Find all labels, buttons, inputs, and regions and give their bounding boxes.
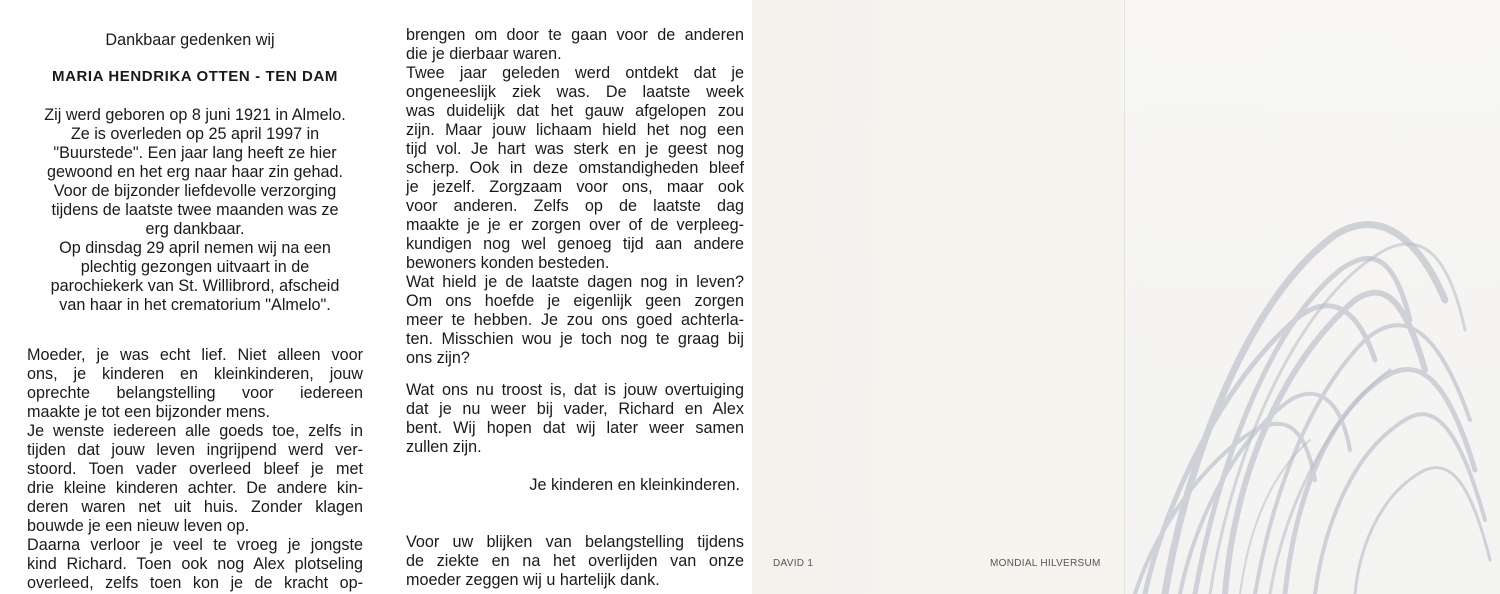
left-panel [0, 0, 380, 594]
tribute-line: maakte je tot een bijzonder mens. [27, 403, 270, 421]
bio-line: erg dankbaar. [145, 220, 245, 238]
tribute-line: stoord. Toen vader overleed bleef je met [27, 460, 363, 478]
tribute-line: die je dierbaar waren. [406, 45, 562, 63]
bio-line: Op dinsdag 29 april nemen wij na een [59, 239, 331, 257]
closing-line: zullen zijn. [406, 438, 482, 456]
tribute-line: kundigen nog wel genoeg tijd aan andere [406, 235, 744, 253]
tribute-line: ten. Misschien wou je toch nog te graag bij [406, 330, 744, 348]
bio-line: tijdens de laatste twee maanden was ze [51, 201, 339, 219]
tribute-line: Je wenste iedereen alle goeds toe, zelfs in [27, 422, 363, 440]
thanks-line: Voor uw blijken van belangstelling tijdens [406, 533, 744, 551]
closing-line: bent. Wij hopen dat wij later weer samen [406, 419, 744, 437]
tribute-paragraph-middle [406, 26, 744, 368]
tribute-line: overleed, zelfs toen kon je de kracht op- [27, 574, 363, 592]
signoff: Je kinderen en kleinkinderen. [529, 476, 740, 494]
card-code: DAVID 1 [773, 558, 814, 569]
bio-line: Ze is overleden op 25 april 1997 in [70, 125, 320, 143]
printer-credit: MONDIAL HILVERSUM [990, 558, 1101, 569]
tribute-line: oprechte belangstelling voor iedereen [27, 384, 363, 402]
tribute-line: ongeneeslijk ziek was. De laatste week [406, 83, 744, 101]
tribute-line: scherp. Ook in deze omstandigheden bleef [406, 159, 744, 177]
tribute-line: Daarna verloor je veel te vroeg je jongste [27, 536, 363, 554]
closing-line: dat je nu weer bij vader, Richard en Alex [406, 400, 744, 418]
tribute-line: Wat hield je de laatste dagen nog in leven? [406, 273, 744, 291]
tribute-line: je jezelf. Zorgzaam voor ons, maar ook [406, 178, 744, 196]
tribute-line: Om ons hoefde je eigenlijk geen zorgen [406, 292, 744, 310]
tribute-line: ons zijn? [406, 349, 470, 367]
tribute-line: ons, je kinderen en kleinkinderen, jouw [27, 365, 363, 383]
tribute-line: bewoners konden besteden. [406, 254, 610, 272]
tribute-line: Moeder, je was echt lief. Niet alleen voor [27, 346, 363, 364]
closing-paragraph [406, 381, 744, 457]
biography-paragraph [0, 106, 390, 315]
thanks-line: de ziekte en na het overlijden van onze [406, 552, 744, 570]
bio-line: Zij werd geboren op 8 juni 1921 in Almelo. [44, 106, 346, 124]
tribute-line: drie kleine kinderen achter. De andere kin- [27, 479, 363, 497]
tribute-paragraph-left [27, 346, 363, 593]
deceased-name: MARIA HENDRIKA OTTEN - TEN DAM [51, 68, 339, 85]
closing-line: Wat ons nu troost is, dat is jouw overtuiging [406, 381, 744, 399]
tribute-line: bouwde je een nieuw leven op. [27, 517, 250, 535]
tribute-line: tijden dat jouw leven ingrijpend werd ver- [27, 441, 363, 459]
tribute-line: zijn. Maar jouw lichaam hield het nog een [406, 121, 744, 139]
bio-line: plechtig gezongen uitvaart in de [80, 258, 310, 276]
bio-line: van haar in het crematorium "Almelo". [59, 296, 331, 314]
tribute-line: meer te hebben. Je zou ons goed achterla- [406, 311, 744, 329]
bio-line: gewoond en het erg naar haar zin gehad. [46, 163, 344, 181]
grass-watercolor-icon [1125, 0, 1500, 594]
tribute-line: kind Richard. Toen ook nog Alex plotseling [27, 555, 363, 573]
tribute-line: voor anderen. Zelfs op de laatste dag [406, 197, 744, 215]
tribute-line: maakte je je er zorgen over of de verpleeg- [406, 216, 744, 234]
bio-line: Voor de bijzonder liefdevolle verzorging [53, 182, 337, 200]
tribute-line: deren waren net uit huis. Zonder klagen [27, 498, 363, 516]
intro-heading: Dankbaar gedenken wij [105, 31, 275, 49]
thanks-line: moeder zeggen wij u hartelijk dank. [406, 571, 660, 589]
tribute-line: was duidelijk dat het gauw afgelopen zou [406, 102, 744, 120]
thanks-paragraph [406, 533, 744, 590]
tribute-line: brengen om door te gaan voor de anderen [406, 26, 744, 44]
tribute-line: tijd vol. Je hart was sterk en je geest nog [406, 140, 744, 158]
bio-line: "Buurstede". Een jaar lang heeft ze hier [53, 144, 337, 162]
tribute-line: Twee jaar geleden werd ontdekt dat je [406, 64, 744, 82]
bio-line: parochiekerk van St. Willibrord, afscheid [50, 277, 340, 295]
